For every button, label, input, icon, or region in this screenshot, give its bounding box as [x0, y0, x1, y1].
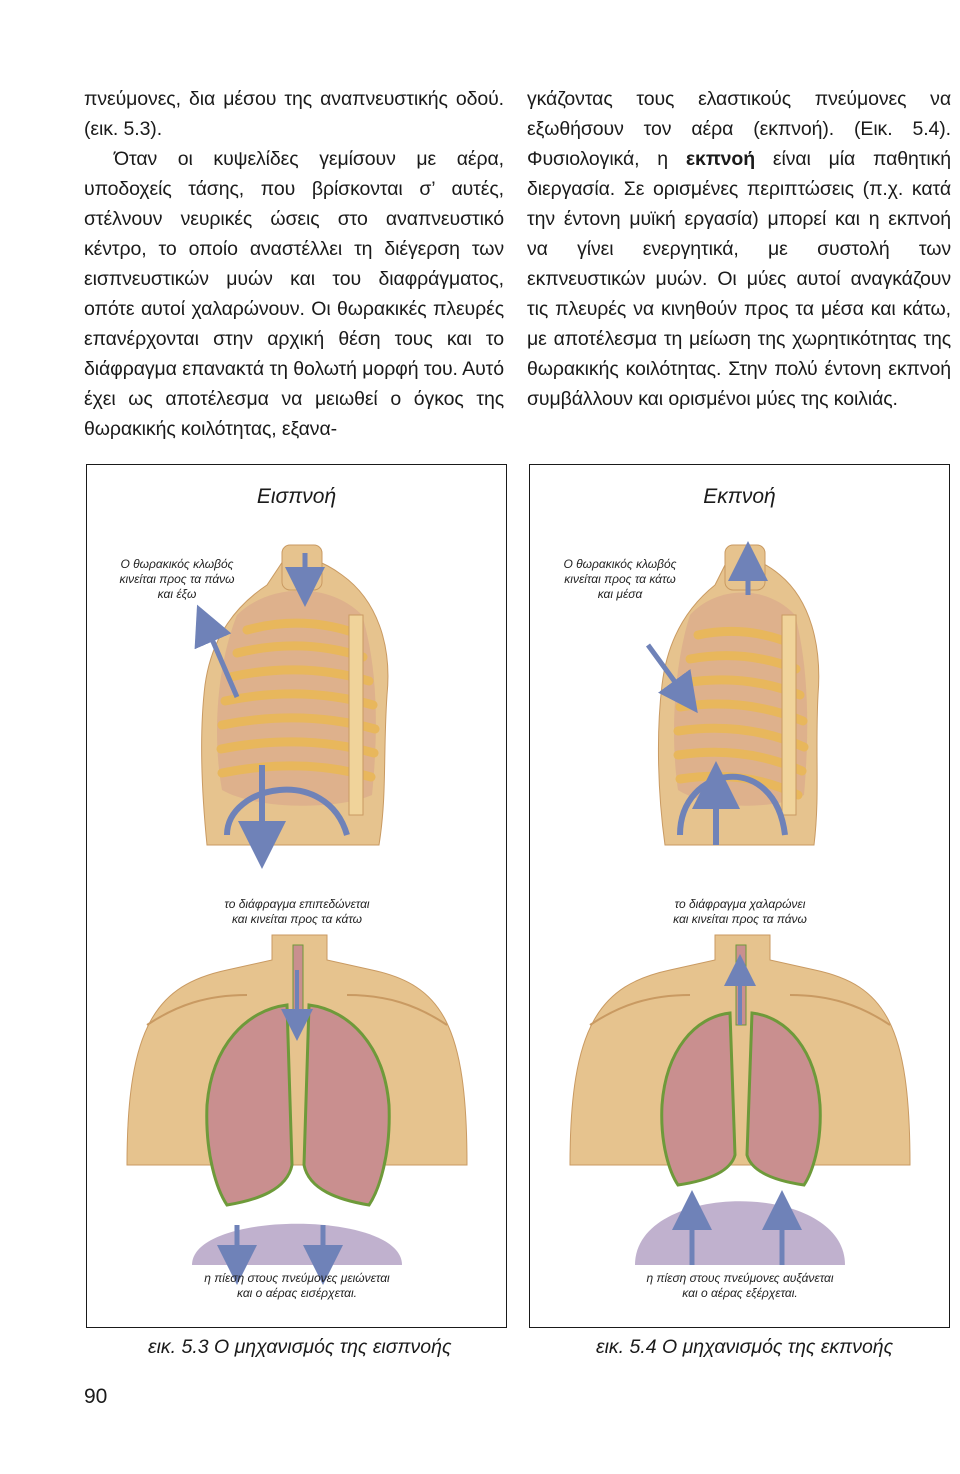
inhale-figure	[86, 464, 507, 1328]
inhale-title: Εισπνοή	[256, 485, 337, 508]
inhale-caption: εικ. 5.3 Ο μηχανισμός της εισπνοής	[148, 1336, 452, 1358]
exhale-pressure-label	[570, 1271, 910, 1301]
inhale-pressure-label	[127, 1271, 467, 1301]
right-paragraph	[527, 84, 951, 414]
inhale-ribcage-label-line-2: κινείται προς τα πάνω	[119, 572, 235, 586]
exhale-diaphragm-front	[635, 1201, 845, 1265]
inhale-ribcage-label-line-3: και έξω	[157, 587, 197, 601]
inhale-diaphragm-label	[157, 897, 437, 927]
exhale-caption: εικ. 5.4 Ο μηχανισμός της εκπνοής	[596, 1336, 894, 1358]
inhale-ribcage-label-line-1: Ο θωρακικός κλωβός	[120, 557, 234, 571]
right-text-part-2: είναι μία παθητική διεργασία. Σε ορισμένες περιπτώσεις (π.χ. κατά την έντονη μυϊκή εργασία) μπορεί και η εκπνοή να γίνει ενεργητικά, με συστολή των εκπνευστικών μυών. Οι μύες αυτοί αναγκάζουν τις πλευρές να κινηθούν προς τα μέσα και κάτω, με αποτέλεσμα τη μείωση της χωρητικότητας της θωρακικής κοιλότητας. Στην πολύ έντονη εκπνοή συμβάλλουν και ορισμένοι μύες της κοιλιάς.	[527, 148, 951, 410]
exhale-diaphragm-label-line-2: και κινείται προς τα πάνω	[673, 912, 807, 926]
inhale-ribcage-label	[117, 557, 237, 602]
exhale-ribcage-label-line-2: κινείται προς τα κάτω	[564, 572, 676, 586]
exhale-diaphragm-label	[600, 897, 880, 927]
exhale-term: εκπνοή	[685, 148, 756, 170]
exhale-ribcage-label-line-3: και μέσα	[597, 587, 643, 601]
inhale-pressure-label-line-2: και ο αέρας εισέρχεται.	[236, 1286, 358, 1300]
inhale-pressure-label-line-1: η πίεση στους πνεύμονες μειώνεται	[204, 1271, 390, 1285]
exhale-pressure-label-line-1: η πίεση στους πνεύμονες αυξάνεται	[646, 1271, 834, 1285]
left-paragraph-2: Όταν οι κυψελίδες γεμίσουν με αέρα, υποδοχείς τάσης, που βρίσκονται σ’ αυτές, στέλνουν νευρικές ώσεις στο αναπνευστικό κέντρο, το οποίο αναστέλλει τη διέγερση των εισπνευστικών μυών και του διαφράγματος, οπότε αυτοί χαλαρώνουν. Οι θωρακικές πλευρές επανέρχονται στην αρχική θέση τους και το διάφραγμα επανακτά τη θολωτή μορφή του. Αυτό έχει ως αποτέλεσμα να μειωθεί ο όγκος της θωρακικής κοιλότητας, εξανα-	[84, 148, 504, 440]
inhale-diaphragm-label-line-1: το διάφραγμα επιπεδώνεται	[224, 897, 370, 911]
left-paragraph-1: πνεύμονες, δια μέσου της αναπνευστικής οδού. (εικ. 5.3).	[84, 88, 504, 140]
page-number: 90	[84, 1385, 108, 1408]
exhale-ribcage-label	[560, 557, 680, 602]
right-text-part-1: γκάζοντας τους ελαστικούς πνεύμονες να εξωθήσουν τον αέρα (εκπνοή). (Εικ. 5.4). Φυσιολογικά, η	[527, 88, 951, 170]
exhale-figure	[529, 464, 950, 1328]
exhale-title: Εκπνοή	[703, 485, 776, 508]
inhale-diaphragm-front	[192, 1224, 402, 1265]
exhale-pressure-label-line-2: και ο αέρας εξέρχεται.	[682, 1286, 798, 1300]
right-text-column	[527, 84, 951, 414]
inhale-diaphragm-label-line-2: και κινείται προς τα κάτω	[231, 912, 363, 926]
exhale-diaphragm-label-line-1: το διάφραγμα χαλαρώνει	[674, 897, 806, 911]
exhale-ribcage-label-line-1: Ο θωρακικός κλωβός	[563, 557, 677, 571]
left-text-column	[84, 84, 504, 444]
